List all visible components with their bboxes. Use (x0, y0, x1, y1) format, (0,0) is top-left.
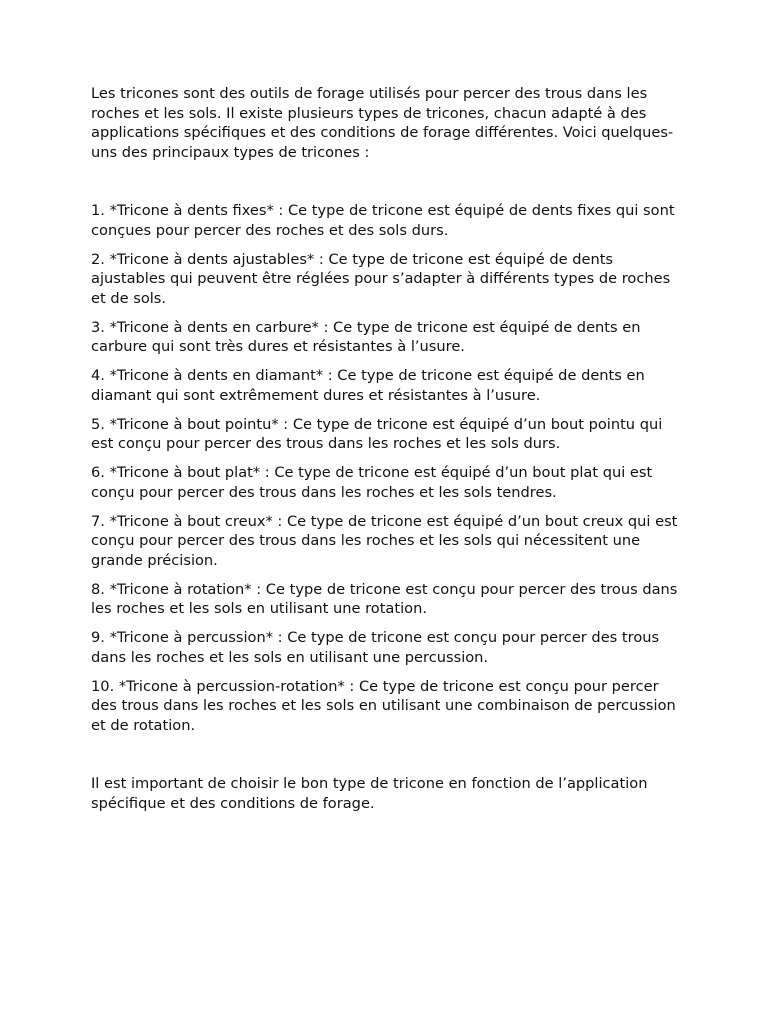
list-item: 1. *Tricone à dents fixes* : Ce type de tricone est équipé de dents fixes qui sont conçues pour percer des roches et des sols durs. (91, 202, 675, 239)
intro-paragraph: Les tricones sont des outils de forage utilisés pour percer des trous dans les roches et les sols. Il existe plusieurs types de tricones, chacun adapté à des applications spécifiques et des conditions de forage différentes. Voici quelques-uns des principaux types de tricones : (91, 85, 674, 161)
list-item: 5. *Tricone à bout pointu* : Ce type de tricone est équipé d’un bout pointu qui est conçu pour percer des trous dans les roches et les sols durs. (91, 415, 663, 452)
list-item: 3. *Tricone à dents en carbure* : Ce type de tricone est équipé de dents en carbure qui sont très dures et résistantes à l’usure. (91, 318, 641, 355)
list-item: 4. *Tricone à dents en diamant* : Ce type de tricone est équipé de dents en diamant qui sont extrêmement dures et résistantes à l’usure. (91, 367, 645, 404)
list-item: 10. *Tricone à percussion-rotation* : Ce type de tricone est conçu pour percer des trous dans les roches et les sols en utilisant une combinaison de percussion et de rotation. (91, 677, 676, 734)
list-item: 9. *Tricone à percussion* : Ce type de tricone est conçu pour percer des trous dans les roches et les sols en utilisant une percussion. (91, 629, 660, 666)
tricone-types-list (91, 201, 681, 735)
conclusion-paragraph: Il est important de choisir le bon type de tricone en fonction de l’application spécifique et des conditions de forage. (91, 775, 648, 812)
list-item: 2. *Tricone à dents ajustables* : Ce type de tricone est équipé de dents ajustables qui peuvent être réglées pour s’adapter à différents types de roches et de sols. (91, 250, 671, 307)
paragraph-spacer (91, 735, 681, 774)
list-item: 8. *Tricone à rotation* : Ce type de tricone est conçu pour percer des trous dans les roches et les sols en utilisant une rotation. (91, 580, 678, 617)
list-item: 6. *Tricone à bout plat* : Ce type de tricone est équipé d’un bout plat qui est conçu pour percer des trous dans les roches et les sols tendres. (91, 464, 653, 501)
list-item: 7. *Tricone à bout creux* : Ce type de tricone est équipé d’un bout creux qui est conçu pour percer des trous dans les roches et les sols qui nécessitent une grande précision. (91, 512, 678, 569)
paragraph-spacer (91, 162, 681, 201)
document-body (91, 84, 681, 813)
